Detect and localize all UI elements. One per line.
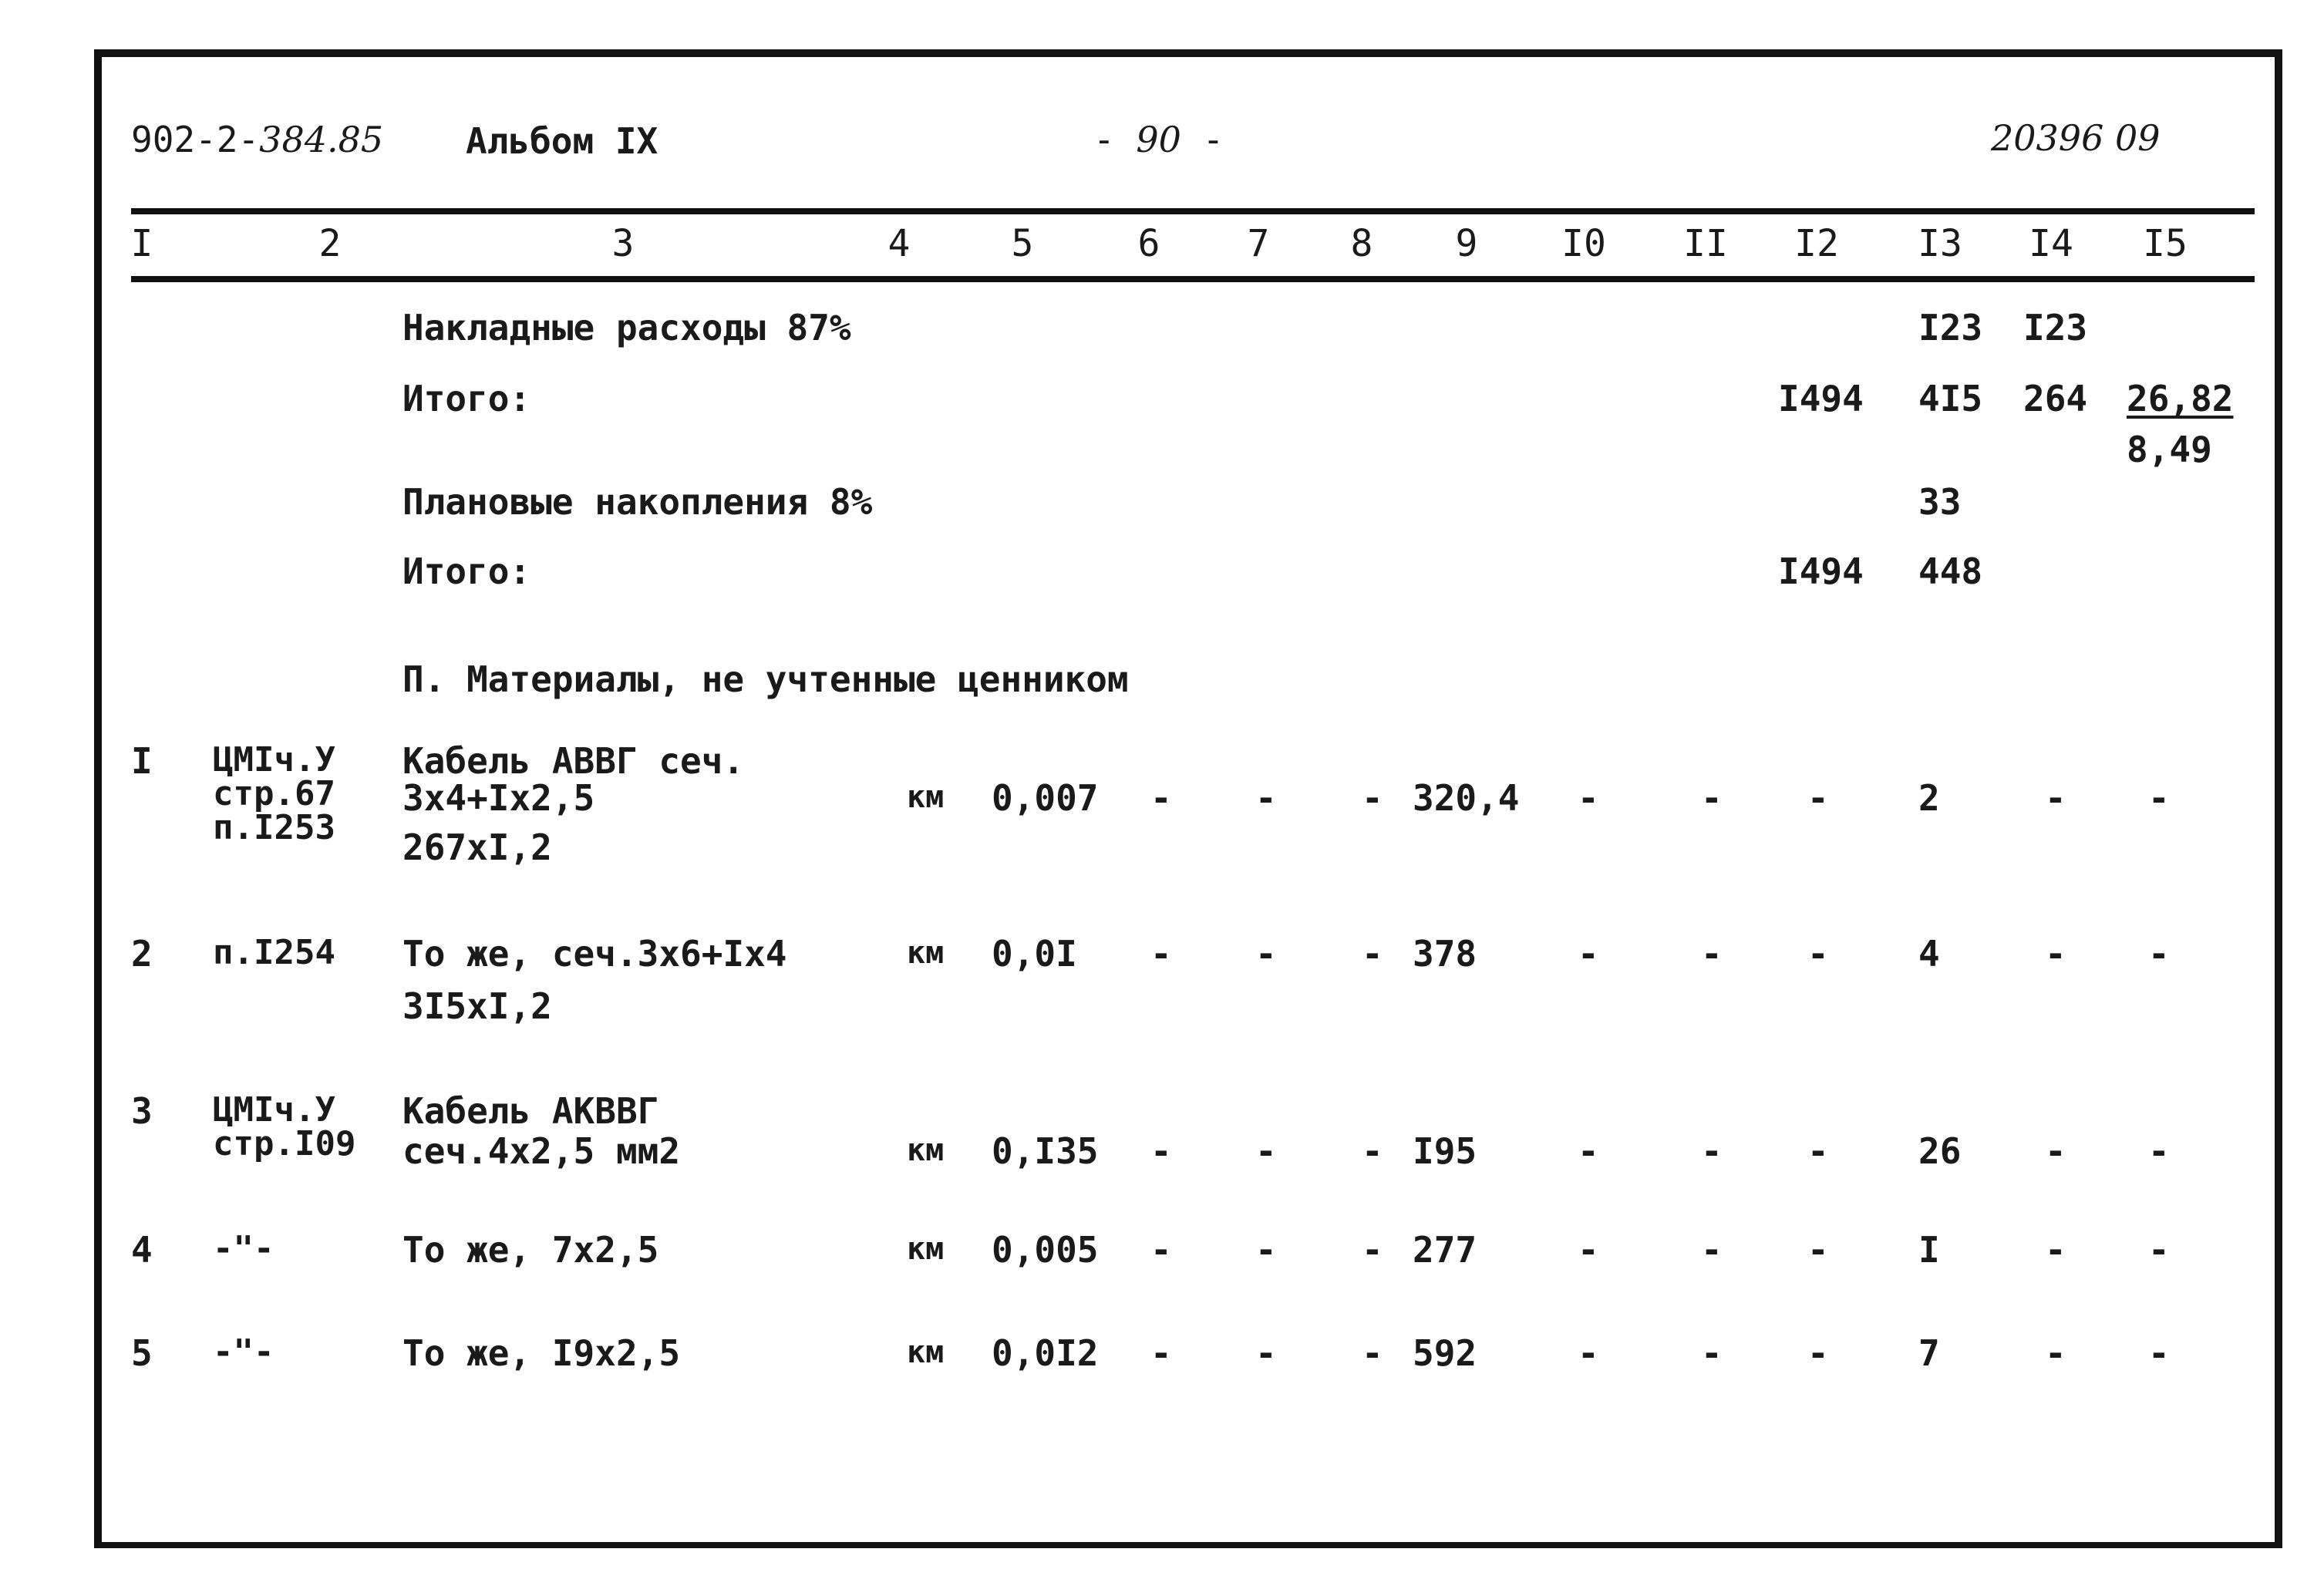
document-code-printed: 902-2- [131,119,260,160]
row-c7-value: - [1255,933,1277,975]
row-number: I [131,740,153,782]
row-quantity: 0,I35 [992,1130,1099,1172]
column-number-8: 8 [1350,222,1373,265]
page-number-dash-left: - [1093,119,1115,160]
row-c14-value: - [2045,777,2066,819]
summary-col13-value: 448 [1918,551,1983,592]
row-reference: стр.I09 [213,1124,356,1163]
row-unit-price: I95 [1413,1130,1477,1172]
row-c10-value: - [1578,1332,1599,1374]
column-number-11: II [1683,222,1728,265]
row-c14-value: - [2045,933,2066,975]
row-c6-value: - [1150,1229,1172,1271]
column-number-6: 6 [1137,222,1160,265]
header-rule-bottom [131,276,2255,282]
row-number: 2 [131,933,153,975]
row-c11-value: - [1701,1229,1723,1271]
row-c8-value: - [1362,1130,1383,1172]
row-description: 3I5хI,2 [402,985,552,1027]
row-c7-value: - [1255,1332,1277,1374]
summary-label: Итого: [402,378,531,419]
row-c8-value: - [1362,777,1383,819]
row-reference: ЦМIч.У [213,740,335,779]
row-unit: км [907,779,945,815]
section-title: П. Материалы, не учтенные ценником [402,658,1129,700]
summary-label: Плановые накопления 8% [402,481,873,523]
row-c12-value: - [1807,1332,1829,1374]
row-unit: км [907,935,945,971]
column-number-13: I3 [1918,222,1962,265]
summary-col15-value-bottom: 8,49 [2127,429,2212,470]
row-unit-price: 378 [1413,933,1477,975]
row-description: То же, сеч.3х6+Iх4 [402,933,787,975]
row-c6-value: - [1150,933,1172,975]
column-number-14: I4 [2029,222,2073,265]
row-c12-value: - [1807,777,1829,819]
row-total: I [1918,1229,1940,1271]
row-total: 26 [1918,1130,1962,1172]
row-c6-value: - [1150,777,1172,819]
row-unit-price: 320,4 [1413,777,1520,819]
row-description: То же, I9х2,5 [402,1332,681,1374]
summary-label: Итого: [402,551,531,592]
row-c8-value: - [1362,1332,1383,1374]
row-c7-value: - [1255,777,1277,819]
row-c11-value: - [1701,1332,1723,1374]
document-code-handwritten: 384.85 [259,119,384,160]
row-description: Кабель АВВГ сеч. [402,740,745,782]
row-unit: км [907,1335,945,1370]
row-reference: стр.67 [213,774,335,813]
row-description: Кабель АКВВГ [402,1090,659,1132]
column-number-1: I [130,222,153,265]
row-quantity: 0,0I [992,933,1077,975]
row-unit-price: 592 [1413,1332,1477,1374]
page-number-handwritten: 90 [1136,119,1181,160]
row-reference: ЦМIч.У [213,1090,335,1130]
summary-col12-value: I494 [1778,551,1864,592]
document-code [131,119,384,160]
column-number-15: I5 [2143,222,2188,265]
row-number: 5 [131,1332,153,1374]
column-number-5: 5 [1011,222,1034,265]
row-c7-value: - [1255,1130,1277,1172]
row-c8-value: - [1362,1229,1383,1271]
row-c14-value: - [2045,1229,2066,1271]
row-c10-value: - [1578,933,1599,975]
summary-col13-value: 33 [1918,481,1962,523]
row-unit: км [907,1133,945,1168]
row-unit-price: 277 [1413,1229,1477,1271]
row-c12-value: - [1807,1130,1829,1172]
row-c11-value: - [1701,933,1723,975]
summary-col13-value: I23 [1918,307,1983,348]
stamp-number: 20396 09 [1991,117,2161,159]
row-c14-value: - [2045,1130,2066,1172]
summary-label: Накладные расходы 87% [402,307,851,348]
column-number-9: 9 [1455,222,1478,265]
summary-col14-value: 264 [2023,378,2088,419]
row-number: 3 [131,1090,153,1132]
row-number: 4 [131,1229,153,1271]
row-c6-value: - [1150,1332,1172,1374]
row-c10-value: - [1578,777,1599,819]
row-c12-value: - [1807,1229,1829,1271]
column-number-10: I0 [1561,222,1606,265]
row-c15-value: - [2148,1229,2170,1271]
row-quantity: 0,0I2 [992,1332,1099,1374]
row-reference: п.I254 [213,933,335,972]
row-description: 267хI,2 [402,827,552,868]
row-quantity: 0,005 [992,1229,1099,1271]
row-reference: -"- [213,1229,275,1268]
row-c14-value: - [2045,1332,2066,1374]
row-c11-value: - [1701,1130,1723,1172]
row-total: 7 [1918,1332,1940,1374]
row-c15-value: - [2148,777,2170,819]
page-number-dash-right: - [1202,119,1224,160]
header-rule-top [131,208,2255,214]
row-reference: -"- [213,1332,275,1372]
row-total: 4 [1918,933,1940,975]
row-c15-value: - [2148,1130,2170,1172]
page-number [1093,119,1224,160]
column-number-4: 4 [887,222,911,265]
summary-col13-value: 4I5 [1918,378,1983,419]
row-description: То же, 7х2,5 [402,1229,659,1271]
row-reference: п.I253 [213,808,335,847]
row-c10-value: - [1578,1229,1599,1271]
row-c11-value: - [1701,777,1723,819]
column-number-7: 7 [1247,222,1270,265]
row-unit: км [907,1231,945,1267]
row-total: 2 [1918,777,1940,819]
column-number-2: 2 [318,222,342,265]
row-quantity: 0,007 [992,777,1099,819]
summary-col15-value-top: 26,82 [2127,378,2234,419]
row-c15-value: - [2148,1332,2170,1374]
column-number-12: I2 [1794,222,1839,265]
column-number-3: 3 [611,222,635,265]
row-c7-value: - [1255,1229,1277,1271]
row-c10-value: - [1578,1130,1599,1172]
summary-col12-value: I494 [1778,378,1864,419]
summary-col14-value: I23 [2023,307,2088,348]
row-description: 3х4+Iх2,5 [402,777,595,819]
album-title: Альбом IX [466,120,658,162]
row-c12-value: - [1807,933,1829,975]
row-c8-value: - [1362,933,1383,975]
row-description: сеч.4х2,5 мм2 [402,1130,681,1172]
row-c6-value: - [1150,1130,1172,1172]
row-c15-value: - [2148,933,2170,975]
